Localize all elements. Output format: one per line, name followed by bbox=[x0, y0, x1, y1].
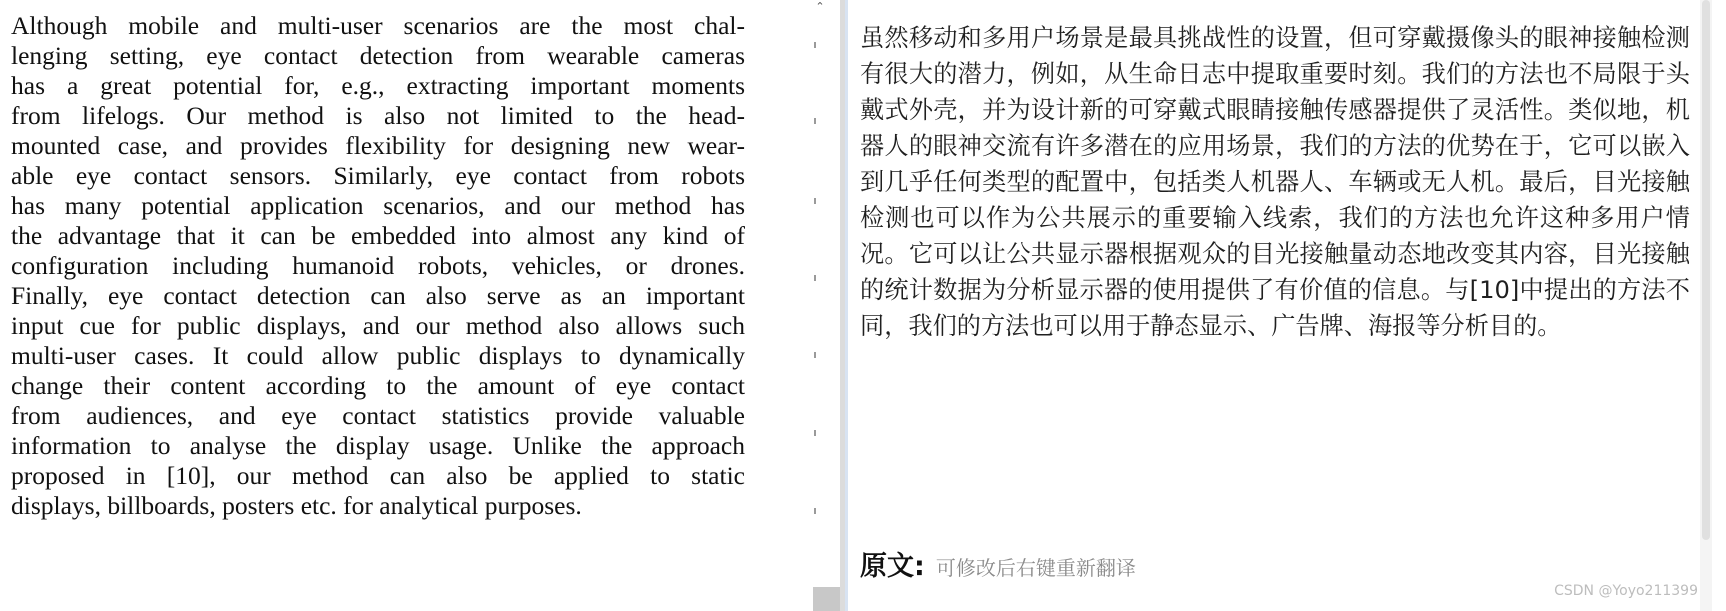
source-row bbox=[860, 544, 1136, 583]
original-line: change their content according to the amount of eye contact bbox=[11, 371, 745, 400]
watermark: CSDN @Yoyo211399 bbox=[1554, 583, 1698, 599]
original-line: Finally, eye contact detection can also serve as an important bbox=[11, 281, 745, 310]
scrollbar-thumb[interactable] bbox=[1702, 0, 1710, 540]
original-line: configuration including humanoid robots, vehicles, or drones. bbox=[11, 251, 745, 280]
gutter-tick bbox=[814, 508, 816, 514]
original-line: displays, billboards, posters etc. for analytical purposes. bbox=[11, 491, 582, 520]
scroll-gutter-bottom bbox=[813, 587, 840, 611]
original-line: proposed in [10], our method can also be applied to static bbox=[11, 461, 745, 490]
source-label: 原文: bbox=[860, 551, 925, 582]
original-line: Although mobile and multi-user scenarios are the most chal- bbox=[11, 11, 745, 40]
original-line: from audiences, and eye contact statistics provide valuable bbox=[11, 401, 745, 430]
gutter-tick bbox=[814, 275, 816, 281]
original-line: the advantage that it can be embedded into almost any kind of bbox=[11, 221, 745, 250]
original-line: mounted case, and provides flexibility for designing new wear- bbox=[11, 131, 745, 160]
gutter-tick bbox=[814, 42, 816, 48]
original-line: has many potential application scenarios, and our method has bbox=[11, 191, 745, 220]
original-line: multi-user cases. It could allow public displays to dynamically bbox=[11, 341, 745, 370]
chevron-up-icon[interactable]: ⌃ bbox=[815, 0, 825, 13]
source-hint[interactable]: 可修改后右键重新翻译 bbox=[935, 556, 1136, 580]
scroll-gutter bbox=[813, 0, 840, 611]
original-line: information to analyse the display usage. Unlike the approach bbox=[11, 431, 745, 460]
original-line: able eye contact sensors. Similarly, eye contact from robots bbox=[11, 161, 745, 190]
original-line: input cue for public displays, and our method also allows such bbox=[11, 311, 745, 340]
gutter-tick bbox=[814, 430, 816, 436]
gutter-tick bbox=[814, 118, 816, 124]
original-line: has a great potential for, e.g., extracting important moments bbox=[11, 71, 745, 100]
original-line: lenging setting, eye contact detection from wearable cameras bbox=[11, 41, 745, 70]
gutter-tick bbox=[814, 198, 816, 204]
original-line: from lifelogs. Our method is also not limited to the head- bbox=[11, 101, 745, 130]
original-text-pane bbox=[0, 0, 813, 611]
translation-pane bbox=[848, 0, 1726, 611]
gutter-tick bbox=[814, 352, 816, 358]
translation-text[interactable]: 虽然移动和多用户场景是最具挑战性的设置，但可穿戴摄像头的眼神接触检测有很大的潜力，例如，从生命日志中提取重要时刻。我们的方法也不局限于头戴式外壳，并为设计新的可穿戴式眼睛接触传感器提供了灵活性。类似地，机器人的眼神交流有许多潜在的应用场景，我们的方法的优势在于，它可以嵌入到几乎任何类型的配置中，包括类人机器人、车辆或无人机。最后，目光接触检测也可以作为公共展示的重要输入线索，我们的方法也允许这种多用户情况。它可以让公共显示器根据观众的目光接触量动态地改变其内容，目光接触的统计数据为分析显示器的使用提供了有价值的信息。与[10]中提出的方法不同，我们的方法也可以用于静态显示、广告牌、海报等分析目的。 bbox=[860, 24, 1690, 340]
